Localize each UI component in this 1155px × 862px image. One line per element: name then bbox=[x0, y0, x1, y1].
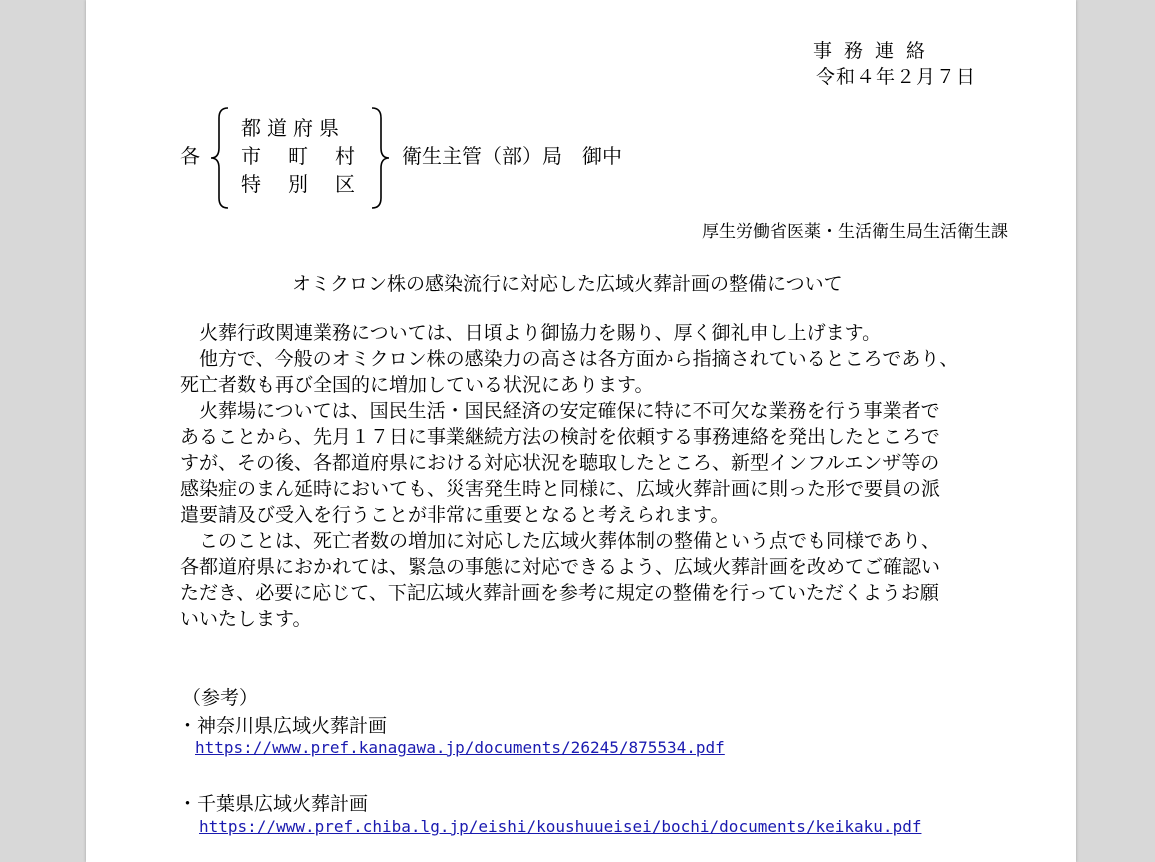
body-line: このことは、死亡者数の増加に対応した広域火葬体制の整備という点でも同様であり、 bbox=[199, 530, 941, 552]
addressee-item-special-wards: 特別区 bbox=[241, 172, 382, 196]
addressee-item-municipalities: 市町村 bbox=[241, 144, 382, 168]
document-page bbox=[86, 0, 1076, 862]
reference-link-chiba[interactable]: https://www.pref.chiba.lg.jp/eishi/koushuueisei/bochi/documents/keikaku.pdf bbox=[199, 817, 922, 836]
body-line: 各都道府県におかれては、緊急の事態に対応できるよう、広域火葬計画を改めてご確認い bbox=[180, 556, 941, 578]
body-line: 他方で、今般のオミクロン株の感染力の高さは各方面から指摘されているところであり、 bbox=[199, 348, 959, 370]
body-line: いいたします。 bbox=[180, 608, 312, 630]
document-kind: 事務連絡 bbox=[813, 40, 938, 62]
left-brace-icon bbox=[208, 106, 230, 210]
addressee-prefix: 各 bbox=[180, 144, 200, 168]
body-text bbox=[180, 320, 1000, 632]
body-line: ただき、必要に応じて、下記広域火葬計画を参考に規定の整備を行っていただくようお願 bbox=[180, 582, 939, 604]
body-line: あることから、先月１７日に事業継続方法の検討を依頼する事務連絡を発出したところで bbox=[180, 426, 940, 448]
addressee-item-prefectures: 都道府県 bbox=[241, 116, 345, 140]
body-line: 感染症のまん延時においても、災害発生時と同様に、広域火葬計画に則った形で要員の派 bbox=[180, 478, 941, 500]
body-line: 死亡者数も再び全国的に増加している状況にあります。 bbox=[180, 374, 654, 396]
right-brace-icon bbox=[370, 106, 392, 210]
addressee-suffix: 衛生主管（部）局 御中 bbox=[402, 144, 622, 168]
reference-label-chiba: ・千葉県広域火葬計画 bbox=[178, 793, 369, 815]
reference-label-kanagawa: ・神奈川県広域火葬計画 bbox=[178, 715, 388, 737]
references-heading: （参考） bbox=[182, 687, 259, 709]
body-line: すが、その後、各都道府県における対応状況を聴取したところ、新型インフルエンザ等の bbox=[180, 452, 940, 474]
body-line: 火葬場については、国民生活・国民経済の安定確保に特に不可欠な業務を行う事業者で bbox=[199, 400, 940, 422]
document-date: 令和４年２月７日 bbox=[816, 66, 977, 88]
body-line: 遣要請及び受入を行うことが非常に重要となると考えられます。 bbox=[180, 504, 730, 526]
addressee-list bbox=[241, 114, 382, 198]
body-line: 火葬行政関連業務については、日頃より御協力を賜り、厚く御礼申し上げます。 bbox=[199, 322, 882, 344]
sender: 厚生労働省医薬・生活衛生局生活衛生課 bbox=[702, 222, 1008, 242]
document-title: オミクロン株の感染流行に対応した広域火葬計画の整備について bbox=[292, 273, 843, 295]
reference-link-kanagawa[interactable]: https://www.pref.kanagawa.jp/documents/26245/875534.pdf bbox=[195, 738, 725, 757]
